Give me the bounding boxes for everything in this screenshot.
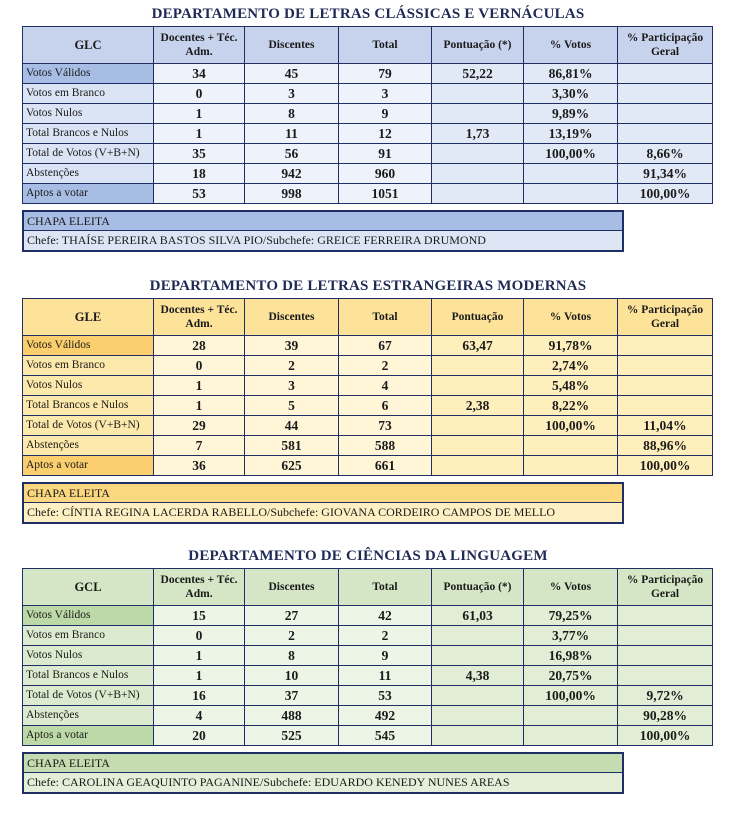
cell-hatched	[618, 336, 713, 356]
cell-total: 91	[339, 144, 432, 164]
cell-discentes: 8	[245, 646, 339, 666]
table-row	[23, 144, 713, 164]
cell-discentes: 44	[245, 416, 339, 436]
table-row	[23, 666, 713, 686]
cell-hatched	[432, 686, 524, 706]
department-code: GLE	[23, 299, 154, 336]
cell-hatched	[524, 706, 618, 726]
col-header-participacao: % Participação Geral	[618, 299, 713, 336]
table-header-row	[23, 569, 713, 606]
row-label: Abstenções	[23, 706, 154, 726]
cell-total: 9	[339, 646, 432, 666]
cell-total: 1051	[339, 184, 432, 204]
cell-docentes: 36	[154, 456, 245, 476]
chapa-eleita-box	[22, 482, 624, 524]
col-header-docentes: Docentes + Téc. Adm.	[154, 299, 245, 336]
votes-table	[22, 298, 713, 476]
row-label: Aptos a votar	[23, 726, 154, 746]
cell-participacao: 100,00%	[618, 726, 713, 746]
table-row	[23, 416, 713, 436]
cell-docentes: 1	[154, 396, 245, 416]
cell-total: 960	[339, 164, 432, 184]
cell-docentes: 0	[154, 84, 245, 104]
cell-discentes: 56	[245, 144, 339, 164]
cell-discentes: 45	[245, 64, 339, 84]
row-label: Total de Votos (V+B+N)	[23, 686, 154, 706]
cell-participacao: 90,28%	[618, 706, 713, 726]
cell-pct-votos: 8,22%	[524, 396, 618, 416]
department-section-gcl	[0, 546, 736, 796]
cell-hatched	[618, 666, 713, 686]
cell-participacao: 88,96%	[618, 436, 713, 456]
col-header-discentes: Discentes	[245, 569, 339, 606]
row-label: Total de Votos (V+B+N)	[23, 144, 154, 164]
cell-pct-votos: 100,00%	[524, 686, 618, 706]
cell-total: 73	[339, 416, 432, 436]
cell-discentes: 2	[245, 356, 339, 376]
cell-docentes: 16	[154, 686, 245, 706]
cell-discentes: 998	[245, 184, 339, 204]
cell-docentes: 1	[154, 104, 245, 124]
col-header-discentes: Discentes	[245, 27, 339, 64]
cell-total: 42	[339, 606, 432, 626]
cell-hatched	[618, 356, 713, 376]
table-row	[23, 64, 713, 84]
row-label: Votos Válidos	[23, 606, 154, 626]
cell-total: 53	[339, 686, 432, 706]
chapa-eleita-names: Chefe: CAROLINA GEAQUINTO PAGANINE/Subchefe: EDUARDO KENEDY NUNES AREAS	[24, 773, 622, 792]
row-label: Total Brancos e Nulos	[23, 396, 154, 416]
cell-pct-votos: 79,25%	[524, 606, 618, 626]
cell-total: 3	[339, 84, 432, 104]
cell-discentes: 5	[245, 396, 339, 416]
table-row	[23, 356, 713, 376]
cell-hatched	[524, 164, 618, 184]
cell-hatched	[618, 64, 713, 84]
cell-pct-votos: 2,74%	[524, 356, 618, 376]
cell-discentes: 8	[245, 104, 339, 124]
col-header-pontuacao: Pontuação (*)	[432, 27, 524, 64]
cell-hatched	[432, 184, 524, 204]
row-label: Votos Válidos	[23, 64, 154, 84]
chapa-eleita-label: CHAPA ELEITA	[24, 212, 622, 231]
chapa-eleita-box	[22, 752, 624, 794]
cell-discentes: 11	[245, 124, 339, 144]
cell-discentes: 3	[245, 84, 339, 104]
cell-hatched	[524, 184, 618, 204]
row-label: Votos em Branco	[23, 356, 154, 376]
table-row	[23, 336, 713, 356]
col-header-pontuacao: Pontuação (*)	[432, 569, 524, 606]
cell-hatched	[432, 706, 524, 726]
cell-hatched	[432, 646, 524, 666]
row-label: Total de Votos (V+B+N)	[23, 416, 154, 436]
cell-docentes: 7	[154, 436, 245, 456]
table-row	[23, 606, 713, 626]
cell-pct-votos: 9,89%	[524, 104, 618, 124]
chapa-eleita-label: CHAPA ELEITA	[24, 484, 622, 503]
cell-pontuacao: 63,47	[432, 336, 524, 356]
cell-pontuacao: 61,03	[432, 606, 524, 626]
cell-total: 2	[339, 356, 432, 376]
cell-total: 588	[339, 436, 432, 456]
row-label: Total Brancos e Nulos	[23, 666, 154, 686]
col-header-docentes: Docentes + Téc. Adm.	[154, 27, 245, 64]
row-label: Votos em Branco	[23, 84, 154, 104]
table-row	[23, 706, 713, 726]
cell-discentes: 942	[245, 164, 339, 184]
cell-hatched	[618, 606, 713, 626]
cell-hatched	[432, 84, 524, 104]
cell-total: 492	[339, 706, 432, 726]
cell-participacao: 91,34%	[618, 164, 713, 184]
table-row	[23, 164, 713, 184]
cell-discentes: 39	[245, 336, 339, 356]
cell-participacao: 11,04%	[618, 416, 713, 436]
cell-pontuacao: 2,38	[432, 396, 524, 416]
row-label: Aptos a votar	[23, 456, 154, 476]
cell-pct-votos: 13,19%	[524, 124, 618, 144]
table-row	[23, 84, 713, 104]
cell-hatched	[432, 144, 524, 164]
cell-participacao: 100,00%	[618, 184, 713, 204]
cell-hatched	[618, 396, 713, 416]
department-code: GCL	[23, 569, 154, 606]
row-label: Votos em Branco	[23, 626, 154, 646]
table-row	[23, 184, 713, 204]
col-header-total: Total	[339, 27, 432, 64]
cell-pct-votos: 3,77%	[524, 626, 618, 646]
cell-total: 11	[339, 666, 432, 686]
cell-hatched	[524, 726, 618, 746]
row-label: Aptos a votar	[23, 184, 154, 204]
cell-pct-votos: 86,81%	[524, 64, 618, 84]
department-section-glc	[0, 4, 736, 254]
table-row	[23, 626, 713, 646]
cell-discentes: 581	[245, 436, 339, 456]
col-header-participacao: % Participação Geral	[618, 27, 713, 64]
cell-hatched	[432, 104, 524, 124]
table-row	[23, 396, 713, 416]
cell-pct-votos: 20,75%	[524, 666, 618, 686]
cell-total: 545	[339, 726, 432, 746]
cell-docentes: 28	[154, 336, 245, 356]
cell-discentes: 488	[245, 706, 339, 726]
cell-docentes: 0	[154, 356, 245, 376]
cell-docentes: 1	[154, 666, 245, 686]
cell-total: 661	[339, 456, 432, 476]
department-code: GLC	[23, 27, 154, 64]
cell-hatched	[618, 626, 713, 646]
cell-discentes: 525	[245, 726, 339, 746]
cell-discentes: 27	[245, 606, 339, 626]
col-header-pct-votos: % Votos	[524, 569, 618, 606]
cell-pontuacao: 1,73	[432, 124, 524, 144]
department-title: DEPARTAMENTO DE LETRAS CLÁSSICAS E VERNÁCULAS	[151, 6, 585, 22]
cell-hatched	[524, 456, 618, 476]
cell-discentes: 37	[245, 686, 339, 706]
cell-total: 12	[339, 124, 432, 144]
votes-table	[22, 26, 713, 204]
cell-pct-votos: 100,00%	[524, 144, 618, 164]
cell-docentes: 0	[154, 626, 245, 646]
table-row	[23, 726, 713, 746]
chapa-eleita-label: CHAPA ELEITA	[24, 754, 622, 773]
table-header-row	[23, 27, 713, 64]
row-label: Votos Nulos	[23, 104, 154, 124]
chapa-eleita-names: Chefe: CÍNTIA REGINA LACERDA RABELLO/Subchefe: GIOVANA CORDEIRO CAMPOS DE MELLO	[24, 503, 622, 522]
table-row	[23, 456, 713, 476]
row-label: Votos Nulos	[23, 646, 154, 666]
cell-hatched	[618, 104, 713, 124]
table-row	[23, 376, 713, 396]
cell-docentes: 35	[154, 144, 245, 164]
cell-hatched	[432, 164, 524, 184]
cell-pontuacao: 52,22	[432, 64, 524, 84]
row-label: Votos Nulos	[23, 376, 154, 396]
votes-table	[22, 568, 713, 746]
cell-hatched	[432, 456, 524, 476]
cell-total: 2	[339, 626, 432, 646]
cell-total: 79	[339, 64, 432, 84]
col-header-participacao: % Participação Geral	[618, 569, 713, 606]
cell-docentes: 1	[154, 646, 245, 666]
cell-hatched	[432, 436, 524, 456]
cell-pct-votos: 91,78%	[524, 336, 618, 356]
cell-docentes: 29	[154, 416, 245, 436]
department-title: DEPARTAMENTO DE CIÊNCIAS DA LINGUAGEM	[188, 548, 548, 564]
col-header-total: Total	[339, 299, 432, 336]
col-header-docentes: Docentes + Téc. Adm.	[154, 569, 245, 606]
cell-docentes: 20	[154, 726, 245, 746]
cell-pct-votos: 5,48%	[524, 376, 618, 396]
cell-docentes: 4	[154, 706, 245, 726]
chapa-eleita-box	[22, 210, 624, 252]
cell-hatched	[432, 726, 524, 746]
cell-hatched	[618, 646, 713, 666]
row-label: Abstenções	[23, 164, 154, 184]
cell-participacao: 8,66%	[618, 144, 713, 164]
col-header-discentes: Discentes	[245, 299, 339, 336]
cell-total: 9	[339, 104, 432, 124]
cell-discentes: 3	[245, 376, 339, 396]
table-row	[23, 436, 713, 456]
row-label: Abstenções	[23, 436, 154, 456]
cell-docentes: 15	[154, 606, 245, 626]
cell-discentes: 625	[245, 456, 339, 476]
cell-total: 67	[339, 336, 432, 356]
cell-pct-votos: 100,00%	[524, 416, 618, 436]
cell-pct-votos: 3,30%	[524, 84, 618, 104]
department-section-gle	[0, 276, 736, 526]
cell-hatched	[432, 376, 524, 396]
col-header-pontuacao: Pontuação	[432, 299, 524, 336]
cell-hatched	[432, 626, 524, 646]
cell-participacao: 9,72%	[618, 686, 713, 706]
cell-pct-votos: 16,98%	[524, 646, 618, 666]
table-row	[23, 686, 713, 706]
cell-hatched	[618, 84, 713, 104]
cell-participacao: 100,00%	[618, 456, 713, 476]
cell-pontuacao: 4,38	[432, 666, 524, 686]
cell-docentes: 1	[154, 376, 245, 396]
table-row	[23, 104, 713, 124]
col-header-pct-votos: % Votos	[524, 27, 618, 64]
row-label: Total Brancos e Nulos	[23, 124, 154, 144]
table-row	[23, 124, 713, 144]
cell-discentes: 2	[245, 626, 339, 646]
table-header-row	[23, 299, 713, 336]
cell-docentes: 1	[154, 124, 245, 144]
table-row	[23, 646, 713, 666]
cell-hatched	[432, 356, 524, 376]
cell-total: 4	[339, 376, 432, 396]
row-label: Votos Válidos	[23, 336, 154, 356]
cell-hatched	[524, 436, 618, 456]
cell-docentes: 34	[154, 64, 245, 84]
cell-hatched	[618, 124, 713, 144]
cell-total: 6	[339, 396, 432, 416]
cell-hatched	[618, 376, 713, 396]
cell-docentes: 18	[154, 164, 245, 184]
department-title: DEPARTAMENTO DE LETRAS ESTRANGEIRAS MODERNAS	[149, 278, 587, 294]
cell-hatched	[432, 416, 524, 436]
col-header-pct-votos: % Votos	[524, 299, 618, 336]
cell-docentes: 53	[154, 184, 245, 204]
chapa-eleita-names: Chefe: THAÍSE PEREIRA BASTOS SILVA PIO/Subchefe: GREICE FERREIRA DRUMOND	[24, 231, 622, 250]
cell-discentes: 10	[245, 666, 339, 686]
col-header-total: Total	[339, 569, 432, 606]
